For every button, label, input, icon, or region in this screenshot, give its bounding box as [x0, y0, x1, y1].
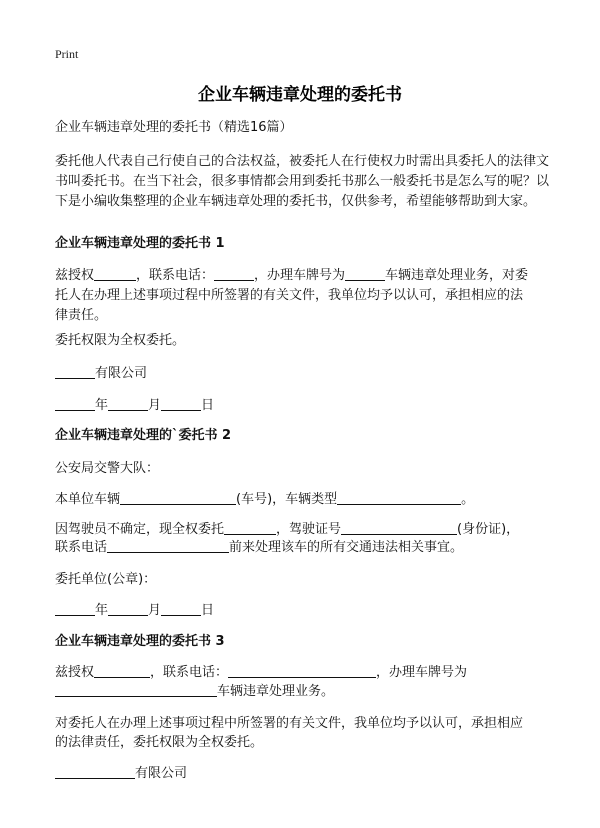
section3-heading: 企业车辆违章处理的委托书 3 — [55, 634, 225, 649]
s3-authorize-text: 兹授权 — [55, 665, 95, 680]
s2-day-label: 日 — [201, 603, 215, 618]
s1-handle-text: ，办理车牌号为 — [254, 268, 346, 283]
section2-recipient: 公安局交警大队： — [55, 461, 160, 476]
section1-heading: 企业车辆违章处理的委托书 1 — [55, 236, 225, 251]
s3-company-suffix: 有限公司 — [135, 766, 188, 781]
document-subtitle: 企业车辆违章处理的委托书（精选16篇） — [55, 120, 293, 135]
section3-line2 — [55, 682, 555, 702]
section2-unit: 委托单位(公章)： — [55, 572, 157, 587]
section3-para-line1: 对委托人在办理上述事项过程中所签署的有关文件，我单位均予以认可，承担相应 — [55, 716, 524, 731]
s2-contact-text: 联系电话 — [55, 540, 108, 555]
s1-business-text: 车辆违章处理业务，对委 — [385, 268, 529, 283]
s1-phone-blank — [214, 266, 254, 281]
s1-day-blank — [161, 396, 201, 411]
s2-handle-all-text: 前来处理该车的所有交通违法相关事宜。 — [229, 540, 464, 555]
section2-vehicle-line — [55, 490, 555, 510]
s2-delegate-blank — [224, 520, 276, 535]
section2-date — [55, 601, 555, 621]
s2-month-label: 月 — [148, 603, 162, 618]
section1-line2: 托人在办理上述事项过程中所签署的有关文件，我单位均予以认可，承担相应的法 — [55, 288, 524, 303]
s1-month-blank — [108, 396, 148, 411]
section2-heading: 企业车辆违章处理的`委托书 2 — [55, 428, 232, 443]
s2-year-blank — [55, 601, 95, 616]
s3-plate-blank — [55, 682, 217, 697]
s2-day-blank — [161, 601, 201, 616]
section2-driver-line1 — [55, 520, 555, 540]
s2-license-text: ，驾驶证号 — [276, 522, 342, 537]
intro-paragraph: 委托他人代表自己行使自己的合法权益，被委托人在行使权力时需出具委托人的法律文书叫委托书。在当下社会，很多事情都会用到委托书那么一般委托书是怎么写的呢？以下是小编收集整理的企业车辆违章处理的委托书，仅供参考，希望能够帮助到大家。 — [55, 154, 550, 209]
s1-company-blank — [55, 364, 95, 379]
section1-line3: 律责任。 — [55, 308, 108, 323]
s2-id-text: (身份证)， — [457, 522, 520, 537]
section1-line1 — [55, 266, 555, 286]
s1-month-label: 月 — [148, 398, 162, 413]
s3-phone-text: ，联系电话： — [150, 665, 229, 680]
section3-company — [55, 764, 555, 784]
print-link[interactable]: Print — [55, 47, 79, 61]
s3-authorizee-blank — [94, 663, 150, 678]
s2-plate-text: (车号)，车辆类型 — [236, 492, 338, 507]
s1-plate-blank — [345, 266, 385, 281]
s3-phone-blank — [228, 663, 376, 678]
section3-para-line2: 的法律责任，委托权限为全权委托。 — [55, 735, 264, 750]
s1-day-label: 日 — [201, 398, 215, 413]
section2-driver-line2 — [55, 538, 555, 558]
s2-vehicle-blank — [120, 490, 236, 505]
document-title: 企业车辆违章处理的委托书 — [198, 85, 402, 105]
s2-vehicle-text: 本单位车辆 — [55, 492, 121, 507]
s1-year-blank — [55, 396, 95, 411]
s3-handle-text: ，办理车牌号为 — [376, 665, 468, 680]
s1-year-label: 年 — [95, 398, 109, 413]
s2-license-blank — [341, 520, 457, 535]
s1-authorize-text: 兹授权 — [55, 268, 95, 283]
s1-phone-text: ，联系电话： — [136, 268, 215, 283]
s2-contact-blank — [107, 538, 229, 553]
s2-reason-text: 因驾驶员不确定，现全权委托 — [55, 522, 225, 537]
s2-month-blank — [108, 601, 148, 616]
s2-period: 。 — [461, 492, 475, 507]
s3-company-blank — [55, 764, 135, 779]
s2-year-label: 年 — [95, 603, 109, 618]
section1-company — [55, 364, 555, 384]
section1-scope: 委托权限为全权委托。 — [55, 333, 186, 348]
s1-company-suffix: 有限公司 — [95, 366, 148, 381]
s1-authorizee-blank — [94, 266, 136, 281]
s2-type-blank — [337, 490, 461, 505]
s3-business-text: 车辆违章处理业务。 — [217, 684, 335, 699]
section1-date — [55, 396, 555, 416]
section3-line1 — [55, 663, 555, 683]
